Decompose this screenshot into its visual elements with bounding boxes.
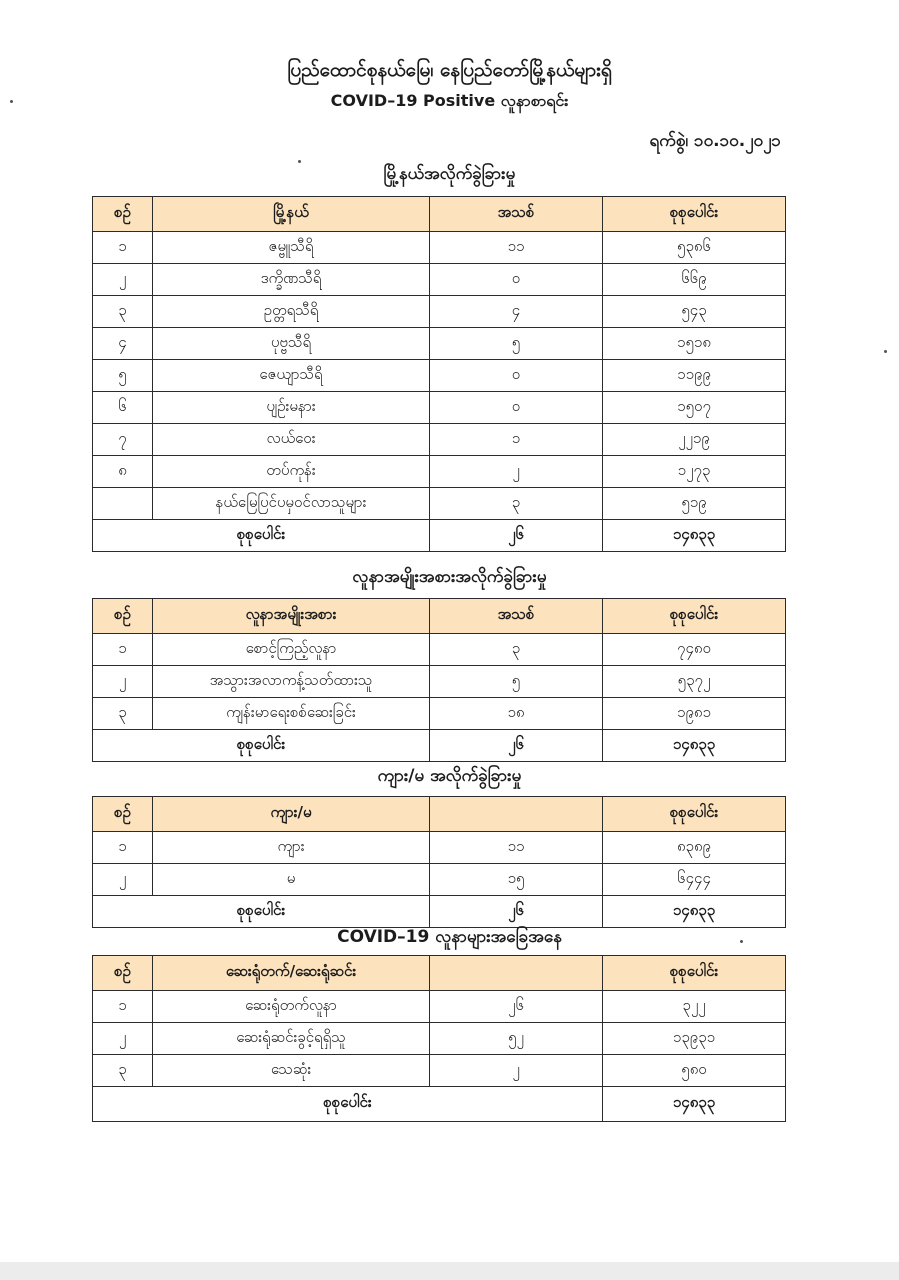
cell-total: ၁၃၉၃၁ [603,1023,786,1055]
cell-township: နယ်မြေပြင်ပမှဝင်လာသူများ [153,488,430,520]
township-table [92,196,786,552]
total-new: ၂၆ [430,520,603,552]
cell-patient-type: အသွားအလာကန့်သတ်ထားသူ [153,666,430,698]
table-header-row [93,599,786,634]
cell-no: ၁ [93,634,153,666]
cell-new: ၁ [430,424,603,456]
status-section-heading: COVID–19 လူနာများအခြေအနေ [337,927,562,947]
cell-new: ၃ [430,488,603,520]
total-total: ၁၄၈၃၃ [603,896,786,928]
patient-type-table [92,598,786,762]
total-row [93,730,786,762]
col-header-new: အသစ် [430,599,603,634]
cell-no: ၅ [93,360,153,392]
cell-no: ၁ [93,232,153,264]
table-row [93,991,786,1023]
patient-type-section-heading: လူနာအမျိုးအစားအလိုက်ခွဲခြားမှု [352,567,547,587]
cell-no: ၃ [93,698,153,730]
table-row [93,698,786,730]
cell-new: ၁၁ [430,832,603,864]
table-row [93,232,786,264]
page-bottom-shadow [0,1262,899,1280]
document-subtitle: COVID–19 Positive လူနာစာရင်း [330,91,569,110]
cell-township: ပျဉ်းမနား [153,392,430,424]
col-header-status: ဆေးရုံတက်/ဆေးရုံဆင်း [153,956,430,991]
cell-new: ၅၂ [430,1023,603,1055]
cell-total: ၅၃၇၂ [603,666,786,698]
total-label: စုစုပေါင်း [93,1087,603,1122]
col-header-total: စုစုပေါင်း [603,956,786,991]
cell-township: ဒက္ခိဏသီရိ [153,264,430,296]
table-row [93,456,786,488]
table-row [93,328,786,360]
cell-total: ၈၃၈၉ [603,832,786,864]
table-header-row [93,197,786,232]
table-row [93,832,786,864]
cell-total: ၁၅၁၈ [603,328,786,360]
cell-total: ၅၁၉ [603,488,786,520]
col-header-gender: ကျား/မ [153,797,430,832]
table-row [93,634,786,666]
cell-township: ဇမ္ဗူသီရိ [153,232,430,264]
cell-no: ၂ [93,264,153,296]
total-row [93,896,786,928]
cell-status: သေဆုံး [153,1055,430,1087]
cell-total: ၃၂၂ [603,991,786,1023]
table-row [93,666,786,698]
total-row [93,1087,786,1122]
cell-no: ၇ [93,424,153,456]
cell-new: ၀ [430,392,603,424]
col-header-no: စဉ် [93,197,153,232]
cell-no: ၂ [93,1023,153,1055]
cell-no [93,488,153,520]
cell-new: ၁၅ [430,864,603,896]
cell-total: ၆၆၉ [603,264,786,296]
total-total: ၁၄၈၃၃ [603,520,786,552]
col-header-new [430,956,603,991]
cell-township: တပ်ကုန်း [153,456,430,488]
cell-no: ၃ [93,1055,153,1087]
table-header-row [93,956,786,991]
gender-table [92,796,786,928]
cell-no: ၃ [93,296,153,328]
cell-new: ၅ [430,328,603,360]
table-row [93,864,786,896]
cell-patient-type: ကျန်းမာရေးစစ်ဆေးခြင်း [153,698,430,730]
col-header-total: စုစုပေါင်း [603,797,786,832]
cell-gender: ကျား [153,832,430,864]
table-row [93,296,786,328]
table-header-row [93,797,786,832]
cell-no: ၂ [93,864,153,896]
cell-total: ၅၈၀ [603,1055,786,1087]
cell-total: ၆၄၄၄ [603,864,786,896]
cell-total: ၇၄၈၀ [603,634,786,666]
cell-new: ၀ [430,264,603,296]
table-row [93,264,786,296]
col-header-total: စုစုပေါင်း [603,599,786,634]
cell-no: ၁ [93,991,153,1023]
cell-status: ဆေးရုံဆင်းခွင့်ရရှိသူ [153,1023,430,1055]
table-row [93,360,786,392]
cell-total: ၁၁၉၉ [603,360,786,392]
total-total: ၁၄၈၃၃ [603,730,786,762]
total-label: စုစုပေါင်း [93,730,430,762]
cell-new: ၂ [430,1055,603,1087]
cell-no: ၈ [93,456,153,488]
table-row [93,1055,786,1087]
cell-no: ၆ [93,392,153,424]
cell-new: ၃ [430,634,603,666]
col-header-patient-type: လူနာအမျိုးအစား [153,599,430,634]
cell-no: ၂ [93,666,153,698]
cell-patient-type: စောင့်ကြည့်လူနာ [153,634,430,666]
table-row [93,392,786,424]
cell-new: ၁၈ [430,698,603,730]
township-section-heading: မြို့နယ်အလိုက်ခွဲခြားမှု [383,164,516,184]
cell-total: ၁၂၇၃ [603,456,786,488]
total-new: ၂၆ [430,730,603,762]
col-header-township: မြို့နယ် [153,197,430,232]
table-row [93,424,786,456]
cell-new: ၅ [430,666,603,698]
cell-total: ၅၃၈၆ [603,232,786,264]
scan-speck [298,160,301,163]
cell-total: ၅၄၃ [603,296,786,328]
report-date: ရက်စွဲ၊ ၁၀.၁၀.၂၀၂၁ [649,131,781,151]
cell-gender: မ [153,864,430,896]
cell-new: ၄ [430,296,603,328]
scan-speck [884,350,887,353]
total-row [93,520,786,552]
col-header-no: စဉ် [93,956,153,991]
table-row [93,1023,786,1055]
cell-township: ဥတ္တရသီရိ [153,296,430,328]
cell-no: ၄ [93,328,153,360]
col-header-new [430,797,603,832]
total-label: စုစုပေါင်း [93,520,430,552]
status-table [92,955,786,1122]
col-header-no: စဉ် [93,599,153,634]
document-title: ပြည်ထောင်စုနယ်မြေ၊ နေပြည်တော်မြို့နယ်များရှိ [287,59,612,81]
cell-township: လယ်ဝေး [153,424,430,456]
cell-new: ၀ [430,360,603,392]
cell-new: ၂ [430,456,603,488]
col-header-total: စုစုပေါင်း [603,197,786,232]
gender-section-heading: ကျား/မ အလိုက်ခွဲခြားမှု [377,766,522,786]
cell-township: ပုဗ္ဗသီရိ [153,328,430,360]
total-new: ၂၆ [430,896,603,928]
cell-status: ဆေးရုံတက်လူနာ [153,991,430,1023]
cell-township: ဇေယျာသီရိ [153,360,430,392]
col-header-no: စဉ် [93,797,153,832]
scan-speck [740,940,743,943]
col-header-new: အသစ် [430,197,603,232]
scan-speck [10,100,13,103]
cell-total: ၂၂၁၉ [603,424,786,456]
table-row [93,488,786,520]
cell-new: ၂၆ [430,991,603,1023]
total-label: စုစုပေါင်း [93,896,430,928]
total-total: ၁၄၈၃၃ [603,1087,786,1122]
cell-total: ၁၉၈၁ [603,698,786,730]
cell-new: ၁၁ [430,232,603,264]
cell-no: ၁ [93,832,153,864]
cell-total: ၁၅၀၇ [603,392,786,424]
